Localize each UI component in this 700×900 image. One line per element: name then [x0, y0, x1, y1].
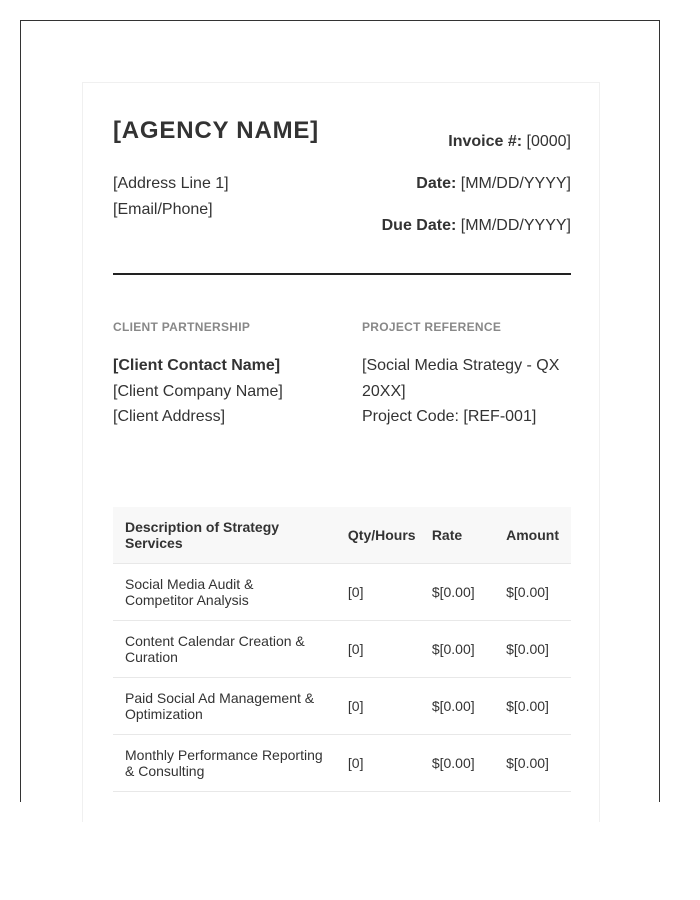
client-contact-name: [Client Contact Name]: [113, 357, 281, 374]
invoice-card: [82, 82, 600, 822]
agency-email-phone: [Email/Phone]: [113, 201, 213, 218]
agency-name: [AGENCY NAME]: [113, 117, 319, 144]
table-header-row: [113, 507, 571, 564]
row-amount: $[0.00]: [495, 678, 571, 735]
row-amount: $[0.00]: [495, 621, 571, 678]
table-row: [113, 735, 571, 792]
table-row: [113, 678, 571, 735]
header-description: Description of Strategy Services: [113, 507, 337, 564]
project-name: [Social Media Strategy - QX 20XX]: [362, 357, 560, 400]
header-divider: [113, 273, 571, 275]
row-qty: [0]: [337, 621, 429, 678]
invoice-date-row: [382, 173, 571, 215]
agency-address-line-1: [Address Line 1]: [113, 175, 229, 192]
row-amount: $[0.00]: [495, 564, 571, 621]
row-description: Monthly Performance Reporting & Consulting: [113, 735, 337, 792]
row-description: Paid Social Ad Management & Optimization: [113, 678, 337, 735]
due-date-value: [MM/DD/YYYY]: [456, 217, 571, 234]
client-section-label: CLIENT PARTNERSHIP: [113, 320, 251, 334]
row-rate: $[0.00]: [429, 621, 495, 678]
client-address: [Client Address]: [113, 408, 226, 425]
client-company-name: [Client Company Name]: [113, 382, 283, 400]
project-code: Project Code: [REF-001]: [362, 408, 537, 425]
row-rate: $[0.00]: [429, 678, 495, 735]
header-amount: Amount: [495, 507, 571, 564]
header-rate: Rate: [429, 507, 495, 564]
table-row: [113, 621, 571, 678]
row-rate: $[0.00]: [429, 735, 495, 792]
invoice-date-label: Date:: [416, 175, 457, 192]
due-date-row: [382, 215, 571, 257]
row-qty: [0]: [337, 564, 429, 621]
row-qty: [0]: [337, 735, 429, 792]
row-rate: $[0.00]: [429, 564, 495, 621]
row-qty: [0]: [337, 678, 429, 735]
project-info: [362, 353, 571, 430]
row-amount: $[0.00]: [495, 735, 571, 792]
agency-address: [113, 171, 229, 223]
invoice-number-label: Invoice #:: [448, 133, 523, 150]
row-description: Social Media Audit & Competitor Analysis: [113, 564, 337, 621]
invoice-number-row: [382, 131, 571, 173]
services-table: [113, 507, 571, 792]
invoice-date-value: [MM/DD/YYYY]: [456, 175, 571, 192]
invoice-meta: [382, 131, 571, 257]
project-section-label: PROJECT REFERENCE: [362, 320, 502, 334]
client-info: [113, 353, 283, 430]
invoice-number-value: [0000]: [522, 133, 571, 150]
due-date-label: Due Date:: [381, 217, 457, 234]
header-qty: Qty/Hours: [337, 507, 429, 564]
table-row: [113, 564, 571, 621]
page-frame: [20, 20, 660, 802]
row-description: Content Calendar Creation & Curation: [113, 621, 337, 678]
